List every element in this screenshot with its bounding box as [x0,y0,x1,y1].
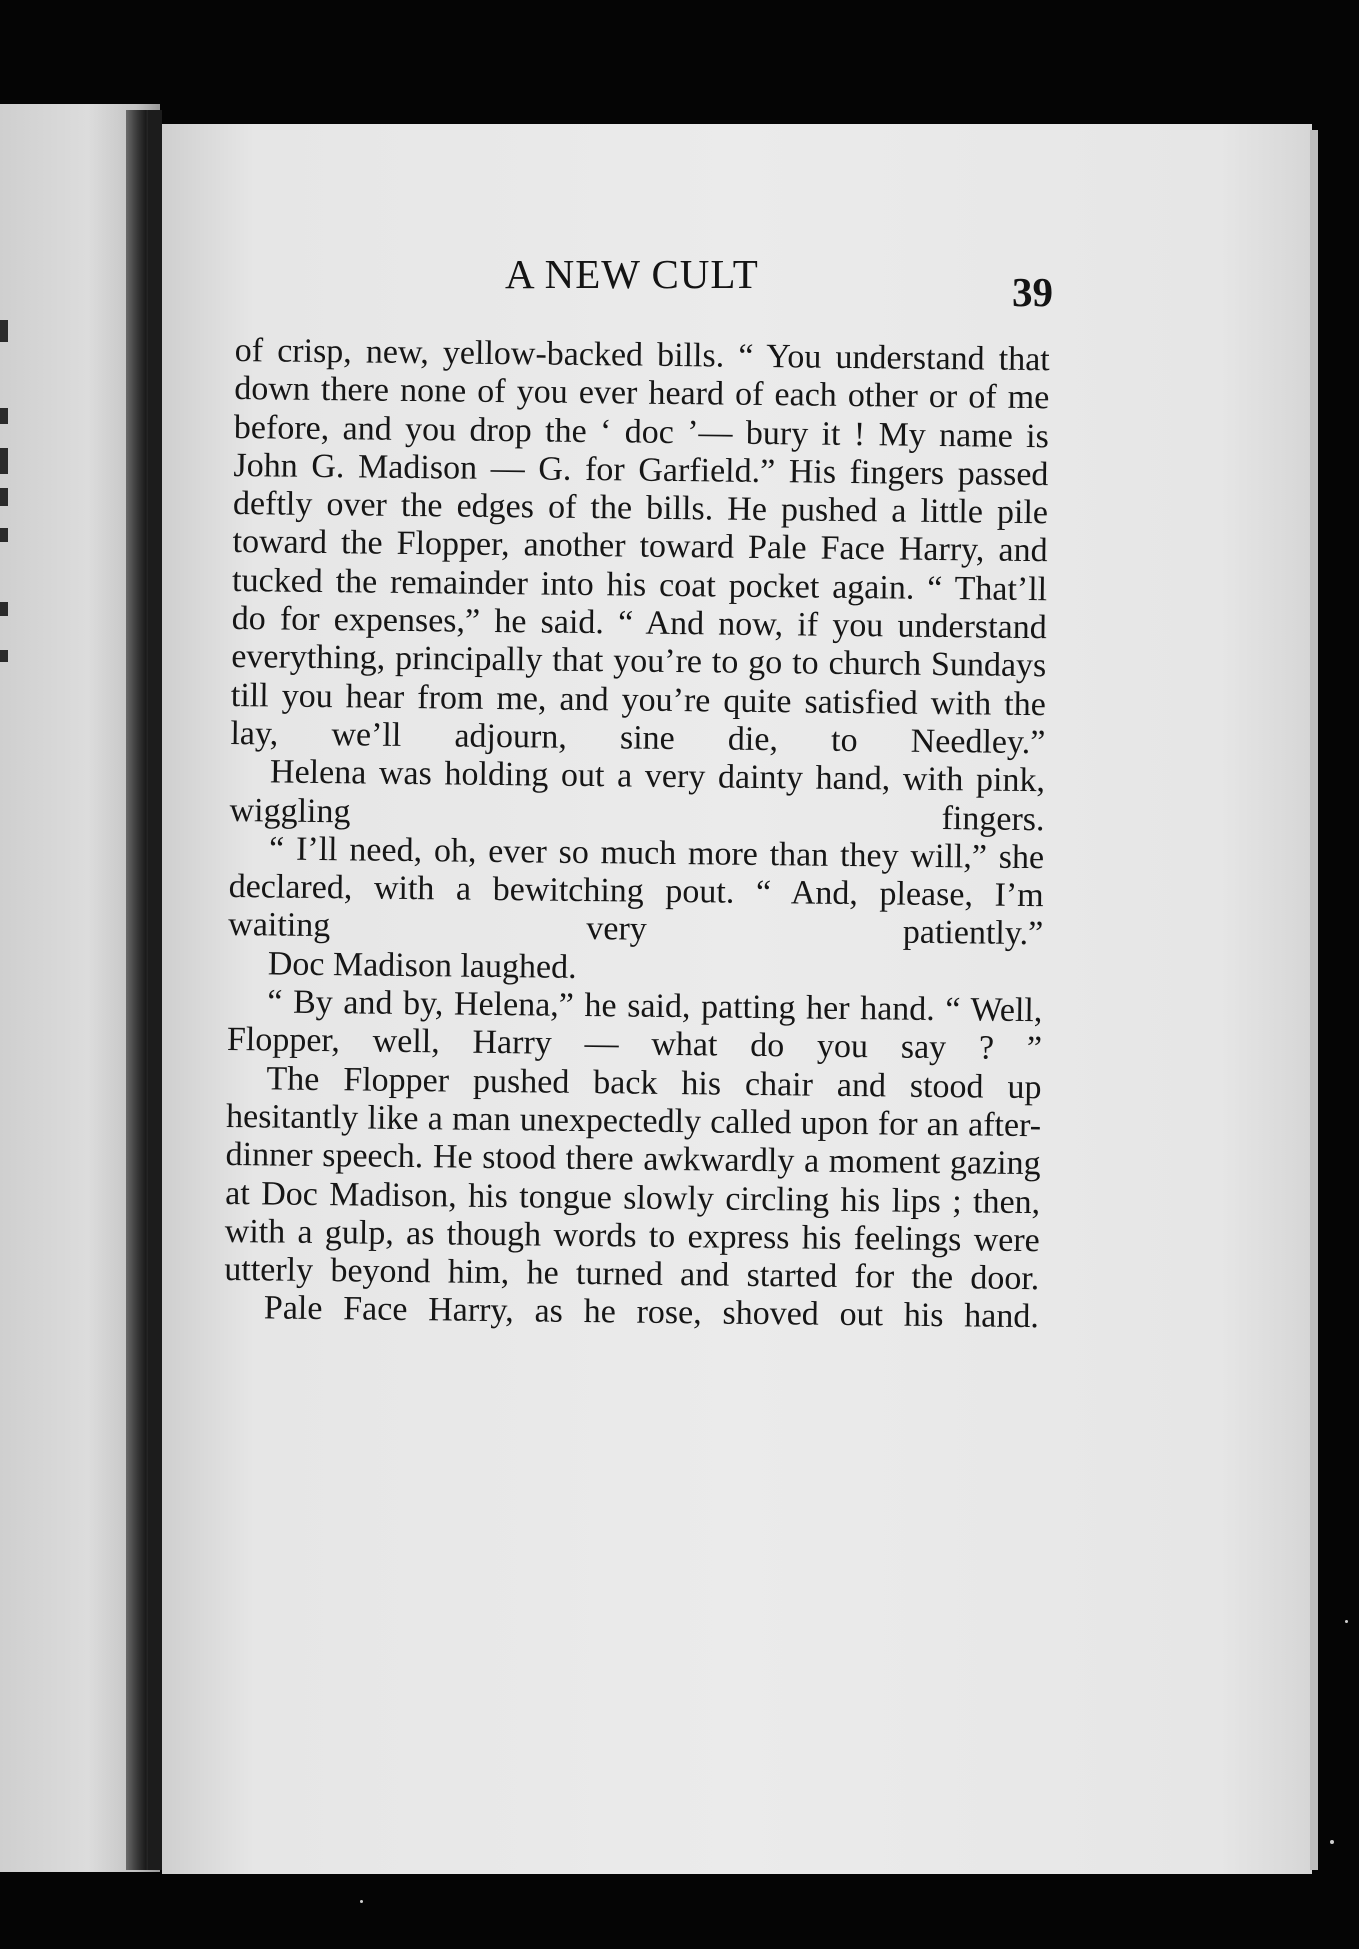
running-head: A NEW CULT [505,251,759,297]
right-page-edge [1310,130,1318,1870]
paragraph-5: “ By and by, Helena,” he said, patting her hand. “ Well, Flopper, well, Harry — what do you say ? ” [226,983,1043,1068]
paragraph-1: of crisp, new, yellow-backed bills. “ You understand that down there none of you ever heard of each other or of me before, and you drop the ‘ doc ’— bury it ! My name is John G. Madison — G. for Garfield.” His fingers passed deftly over the edges of the bills. He pushed a little pile toward the Flopper, another toward Pale Face Harry, and tucked the remainder into his coat pocket again. “ That’ll do for expenses,” he said. “ And now, if you understand everything, principally that you’re to go to church Sundays till you hear from me, and you’re quite satisfied with the lay, we’ll adjourn, sine die, to Needley.” [230,332,1050,762]
paragraph-6: The Flopper pushed back his chair and stood up hesitantly like a man unexpectedly called upon for an after-dinner speech. He stood there awkwardly a moment gazing at Doc Madison, his tongue slowly circling his lips ; then, with a gulp, as though words to express his feelings were utterly beyond him, he turned and started for the door. [224,1060,1042,1298]
paragraph-4: Doc Madison laughed. [267,945,577,986]
page-number: 39 [1012,269,1053,315]
paragraph-3: “ I’ll need, oh, ever so much more than they will,” she declared, with a bewitching pout. “ And, please, I’m waiting very patiently.” [228,830,1045,953]
scan-speck [1345,1620,1348,1623]
paragraph-7: Pale Face Harry, as he rose, shoved out his hand. [263,1289,1040,1336]
left-page-print-bleed [0,320,12,670]
scan-speck [1330,1840,1334,1844]
gutter-shadow [148,110,162,1870]
paragraph-2: Helena was holding out a very dainty hand, with pink, wiggling fingers. [229,753,1046,838]
body-text [224,332,1050,1337]
scan-speck [360,1900,363,1903]
